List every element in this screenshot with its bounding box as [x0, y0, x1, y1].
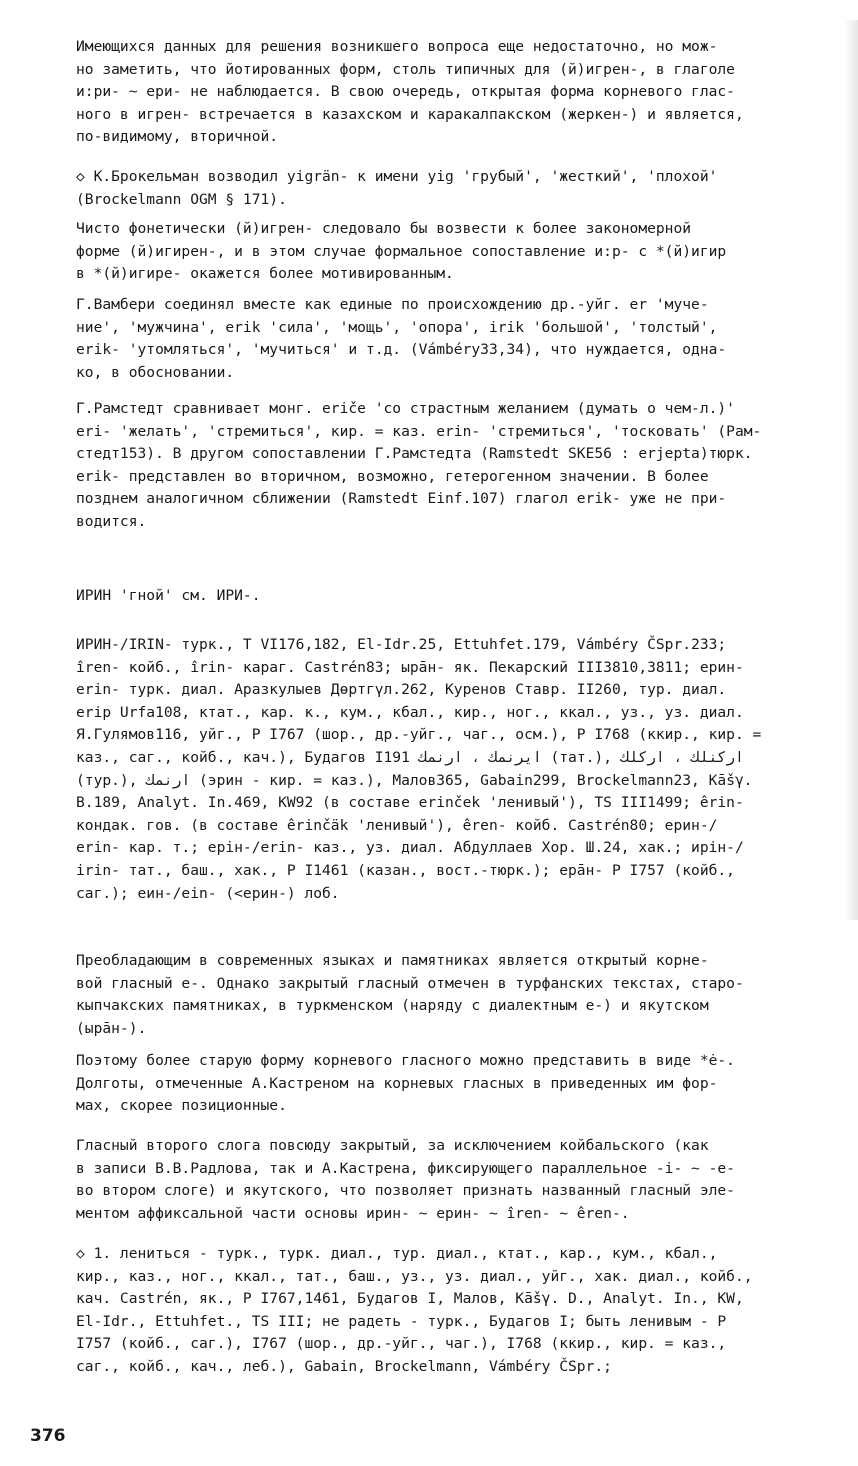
text-line: erik- представлен во вторичном, возможно, гетерогенном значении. В более — [76, 467, 709, 485]
text-line: саг.); еин-/ein- (<ерин-) лоб. — [76, 884, 340, 902]
text-line: ментом аффиксальной части основы ирин- ~ ерин- ~ îren- ~ êren-. — [76, 1204, 630, 1222]
text-line: ного в игрен- встречается в казахском и каракалпакском (жеркен-) и является, — [76, 105, 744, 123]
text-line: B.189, Analyt. In.469, KW92 (в составе erinček 'ленивый'), TS III1499; êrin- — [76, 794, 744, 812]
text-line: но заметить, что йотированных форм, столь типичных для (й)игрен-, в глаголе — [76, 60, 735, 78]
text-line: ко, в обосновании. — [76, 363, 235, 381]
text-line: во втором слоге) и якутского, что позволяет признать названный гласный эле- — [76, 1182, 735, 1200]
text-line: ИРИН 'гной' см. ИРИ-. — [76, 587, 261, 604]
text-line: каз., саг., койб., кач.), Будагов I191 ایرنمك ، ارنمك (тат.), اركنلك ، اركلك — [76, 748, 744, 766]
text-line: водится. — [76, 512, 147, 530]
text-line: в *(й)игире- окажется более мотивированным. — [76, 265, 454, 283]
paragraph — [76, 950, 850, 1040]
text-line: I757 (койб., саг.), I767 (шор., др.-уйг., чаг.), I768 (ккир., кир. = каз., — [76, 1335, 727, 1353]
paragraph — [76, 1135, 850, 1225]
text-line: Преобладающим в современных языках и памятниках является открытый корне- — [76, 952, 709, 969]
text-line: форме (й)игирен-, и в этом случае формальное сопоставление и:р- с *(й)игир — [76, 242, 727, 260]
text-line: ◇ 1. лениться - турк., турк. диал., тур. диал., ктат., кар., кум., кбал., — [76, 1245, 718, 1262]
text-line: кир., каз., ног., ккал., тат., баш., уз., уз. диал., уйг., хак. диал., койб., — [76, 1267, 753, 1285]
text-line: Г.Рамстедт сравнивает монг. eriče 'со страстным желанием (думать о чем-л.)' — [76, 400, 735, 417]
paragraph — [76, 634, 850, 905]
text-line: erin- кар. т.; ерін-/erin- каз., уз. диал. Абдуллаев Хор. Ш.24, хак.; ирін-/ — [76, 839, 744, 857]
text-line: îren- койб., îrin- караг. Castrén83; ырāн- як. Пекарский III3810,3811; ерин- — [76, 658, 744, 676]
page-number: 376 — [30, 1426, 66, 1446]
text-line: саг., койб., кач., леб.), Gabain, Brockelmann, Vámbéry ČSpr.; — [76, 1357, 612, 1375]
text-line: мах, скорее позиционные. — [76, 1097, 287, 1115]
text-line: Г.Вамбери соединял вместе как единые по происхождению др.-уйг. er 'муче- — [76, 296, 709, 313]
text-line: (Brockelmann OGM § 171). — [76, 190, 287, 208]
text-line: (тур.), ارنمك (эрин - кир. = каз.), Малов365, Gabain299, Brockelmann23, Kāšγ. — [76, 771, 753, 789]
text-line: вой гласный е-. Однако закрытый гласный отмечен в турфанских текстах, старо- — [76, 974, 744, 992]
text-line: в записи В.В.Радлова, так и А.Кастрена, фиксирующего параллельное -i- ~ -e- — [76, 1159, 735, 1177]
text-line: erik- 'утомляться', 'мучиться' и т.д. (Vámbéry33,34), что нуждается, одна- — [76, 341, 727, 359]
text-line: Гласный второго слога повсюду закрытый, за исключением койбальского (как — [76, 1137, 709, 1154]
text-line: El-Idr., Ettuhfet., TS III; не радеть - турк., Будагов I; быть ленивым - Р — [76, 1312, 727, 1330]
paragraph — [76, 36, 850, 149]
paragraph — [76, 166, 850, 211]
text-line: кач. Castrén, як., Р I767,1461, Будагов I, Малов, Kāšγ. D., Analyt. In., KW, — [76, 1290, 744, 1308]
text-line: ◇ К.Брокельман возводил yigrän- к имени yig 'грубый', 'жесткий', 'плохой' — [76, 168, 718, 185]
text-line: (ырāн-). — [76, 1019, 147, 1037]
text-line: Имеющихся данных для решения возникшего вопроса еще недостаточно, но мож- — [76, 38, 718, 55]
text-line: erin- турк. диал. Аразкулыев Дөртгүл.262, Куренов Ставр. II260, тур. диал. — [76, 681, 727, 699]
text-line: кондак. гов. (в составе êrinčäk 'ленивый'), êren- койб. Castrén80; ерин-/ — [76, 816, 718, 834]
text-line: ние', 'мужчина', erik 'сила', 'мощь', 'опора', irik 'большой', 'толстый', — [76, 318, 718, 336]
text-line: и:ри- ~ ери- не наблюдается. В свою очередь, открытая форма корневого глас- — [76, 83, 735, 101]
text-line: позднем аналогичном сближении (Ramstedt Einf.107) глагол erik- уже не при- — [76, 490, 727, 508]
text-line: ИРИН-/IRIN- турк., Т VI176,182, El-Idr.25, Ettuhfet.179, Vámbéry ČSpr.233; — [76, 636, 727, 653]
text-line: стедт153). В другом сопоставлении Г.Рамстедта (Ramstedt SKE56 : erjepta)тюрк. — [76, 445, 753, 463]
paragraph — [76, 1243, 850, 1379]
paragraph — [76, 585, 850, 608]
text-line: irin- тат., баш., хак., Р I1461 (казан., вост.-тюрк.); ерāн- Р I757 (койб., — [76, 861, 735, 879]
paragraph — [76, 218, 850, 286]
text-line: Чисто фонетически (й)игрен- следовало бы возвести к более закономерной — [76, 220, 692, 237]
text-line: по-видимому, вторичной. — [76, 128, 279, 146]
text-line: Поэтому более старую форму корневого гласного можно представить в виде *ė-. — [76, 1052, 735, 1069]
text-line: Долготы, отмеченные А.Кастреном на корневых гласных в приведенных им фор- — [76, 1074, 718, 1092]
text-line: кыпчакских памятниках, в туркменском (наряду с диалектным е-) и якутском — [76, 997, 709, 1015]
paragraph — [76, 294, 850, 384]
paragraph — [76, 1050, 850, 1118]
text-line: eri- 'желать', 'стремиться', кир. = каз. erin- 'стремиться', 'тосковать' (Рам- — [76, 422, 762, 440]
paragraph — [76, 398, 850, 534]
text-line: erip Urfa108, ктат., кар. к., кум., кбал., кир., ног., ккал., уз., уз. диал. — [76, 703, 744, 721]
text-line: Я.Гулямов116, уйг., Р I767 (шор., др.-уйг., чаг., осм.), Р I768 (ккир., кир. = — [76, 726, 762, 744]
